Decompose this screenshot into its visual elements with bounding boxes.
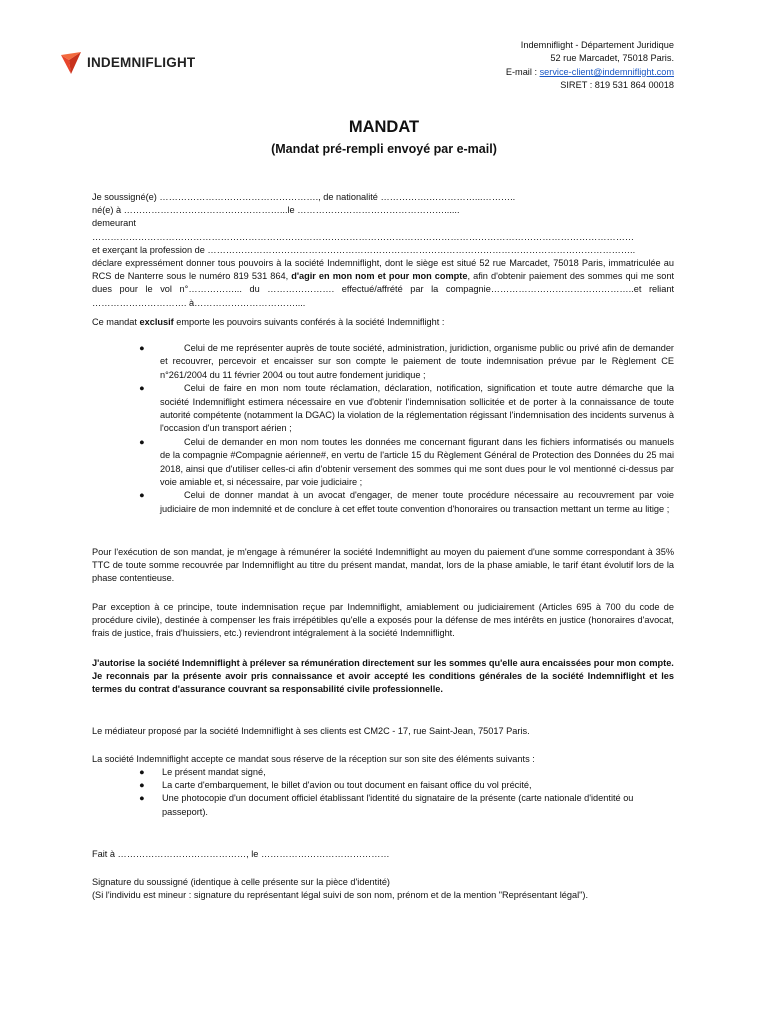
bullet-icon: ● — [139, 436, 145, 447]
exception-paragraph: Par exception à ce principe, toute indemnisation reçue par Indemniflight, amiablement ou judiciairement (Articles 695 à 700 du code de procédure civile), destinée à compenser les frais irrépétibles qu'elle a exposés pour la défense de mes intérêts en justice (honoraires d'avocat, frais de justice, frais d'huissiers, etc.) reviendront intégralement à la société Indemniflight. — [92, 602, 674, 639]
signature-block — [92, 876, 674, 902]
identity-line-birth: né(e) à ……………………………………………...le …………………………………………...... — [92, 205, 460, 216]
identity-block — [92, 191, 674, 310]
acknowledgement-text: Je reconnais par la présente avoir pris connaissance et avoir accepté les conditions générales de la société Indemniflight et les termes du contrat d'assurance couvrant sa responsabilité civile professionnelle. — [92, 671, 674, 695]
company-address: 52 rue Marcadet, 75018 Paris. — [550, 53, 674, 64]
identity-line-profession: et exerçant la profession de ………………………………………………………………………………………………………………………….. — [92, 244, 636, 255]
company-email-line — [506, 66, 674, 79]
acceptance-intro: La société Indemniflight accepte ce mandat sous réserve de la réception sur son site des éléments suivants : — [92, 754, 535, 764]
bullet-icon: ● — [139, 767, 145, 777]
email-label: E-mail : — [505, 66, 540, 77]
document-subtitle: (Mandat pré-rempli envoyé par e-mail) — [271, 142, 497, 156]
list-item: ● Le présent mandat signé, — [92, 766, 674, 779]
indemniflight-logo-icon — [60, 50, 82, 74]
place-date-line: Fait à ……………………………………, le …………………………………… — [92, 849, 390, 859]
remuneration-paragraph: Pour l'exécution de son mandat, je m'engage à rémunérer la société Indemniflight au moyen du paiement d'une somme correspondant à 35% TTC de toute somme recouvrée par Indemniflight au titre du présent mandat, mandat, lors de la phase amiable, le tarif étant évolutif lors de la phase contentieuse. — [92, 547, 674, 584]
identity-line-address: demeurant …………………………………………………………………………………………………………………………………………………………… — [92, 218, 635, 242]
authorization-text: J'autorise la société Indemniflight à prélever sa rémunération directement sur les sommes qu'elle aura encaissées pour mon compte. — [92, 658, 674, 668]
company-siret: SIRET : 819 531 864 00018 — [560, 80, 674, 91]
list-item: ● Celui de faire en mon nom toute réclamation, déclaration, notification, signification et toute autre démarche que la société Indemniflight estimera nécessaire en vue d'obtenir l'indemnisation sollicitée et de porter à la connaissance de toute autorité compétente (notamment la DGAC) la violation de la réglementation régissant l'indemnisation des incidents survenus à l'occasion d'un transport aérien ; — [139, 383, 674, 434]
bullet-icon: ● — [139, 383, 145, 394]
mandate-intro: Ce mandat exclusif emporte les pouvoirs suivants conférés à la société Indemniflight : — [92, 317, 445, 327]
brand-logo — [60, 50, 195, 74]
list-item: ● Celui de donner mandat à un avocat d'engager, de mener toute procédure nécessaire au recouvrement par voie judiciaire de mon indemnité et de conclure à cet effet toute convention d'honoraires ou transaction mettant un terme au litige ; — [139, 490, 674, 514]
list-item: ● La carte d'embarquement, le billet d'avion ou tout document en faisant office du vol précité, — [92, 779, 674, 792]
bullet-icon: ● — [139, 343, 145, 353]
list-item: ● Celui de me représenter auprès de toute société, administration, juridiction, organisme public ou privé afin de demander et recouvrer, percevoir et encaisser sur son compte le paiement de toute indemnisation prévue par le Règlement CE n°261/2004 du 11 février 2004 ou tout autre fondement juridique ; — [139, 343, 674, 380]
bullet-icon: ● — [139, 780, 145, 791]
mediator-paragraph: Le médiateur proposé par la société Indemniflight à ses clients est CM2C - 17, rue Saint-Jean, 75017 Paris. — [92, 726, 530, 736]
signature-instruction: Signature du soussigné (identique à celle présente sur la pièce d'identité) — [92, 877, 390, 887]
company-department: Indemniflight - Département Juridique — [520, 40, 674, 50]
required-items-list — [92, 766, 674, 819]
document-title: MANDAT — [348, 118, 420, 136]
bullet-icon: ● — [139, 490, 145, 501]
powers-list — [92, 342, 674, 516]
identity-line-name: Je soussigné(e) ……………………………………………., de nationalité …………….……………...……….. — [92, 192, 516, 202]
signature-minor-note: (Si l'individu est mineur : signature du représentant légal suivi de son nom, prénom et de la mention "Représentant légal"). — [92, 890, 588, 901]
company-info — [506, 39, 674, 93]
list-item: ● Celui de demander en mon nom toutes les données me concernant figurant dans les fichiers informatisés ou manuels de la compagnie #Compagnie aérienne#, en vertu de l'article 15 du Règlement Général de Protection des Données du 25 mai 2018, ainsi que d'utiliser celles-ci afin d'obtenir versement des sommes qui me sont dues pour le vol mentionné ci-dessus par voie amiable et, si nécessaire, par voie judiciaire ; — [139, 436, 674, 488]
bullet-icon: ● — [139, 793, 145, 804]
list-item: ● Une photocopie d'un document officiel établissant l'identité du signataire de la présente (carte nationale d'identité ou passeport). — [139, 793, 634, 817]
brand-name: INDEMNIFLIGHT — [87, 54, 196, 70]
email-link[interactable]: service-client@indemniflight.com — [539, 66, 674, 77]
declaration-paragraph: déclare expressément donner tous pouvoirs à la société Indemniflight, dont le siège est situé 52 rue Marcadet, 75018 Paris, immatriculée au RCS de Nanterre sous le numéro 819 531 864, d'agir en mon nom et pour mon compte, afin d'obtenir paiement des sommes qui me sont dues pour le vol n°……………... du …………………. effectué/affrété par la compagnie………………………………………..et reliant …………………………. à…………………………….... — [92, 258, 675, 308]
authorization-block — [92, 657, 674, 697]
